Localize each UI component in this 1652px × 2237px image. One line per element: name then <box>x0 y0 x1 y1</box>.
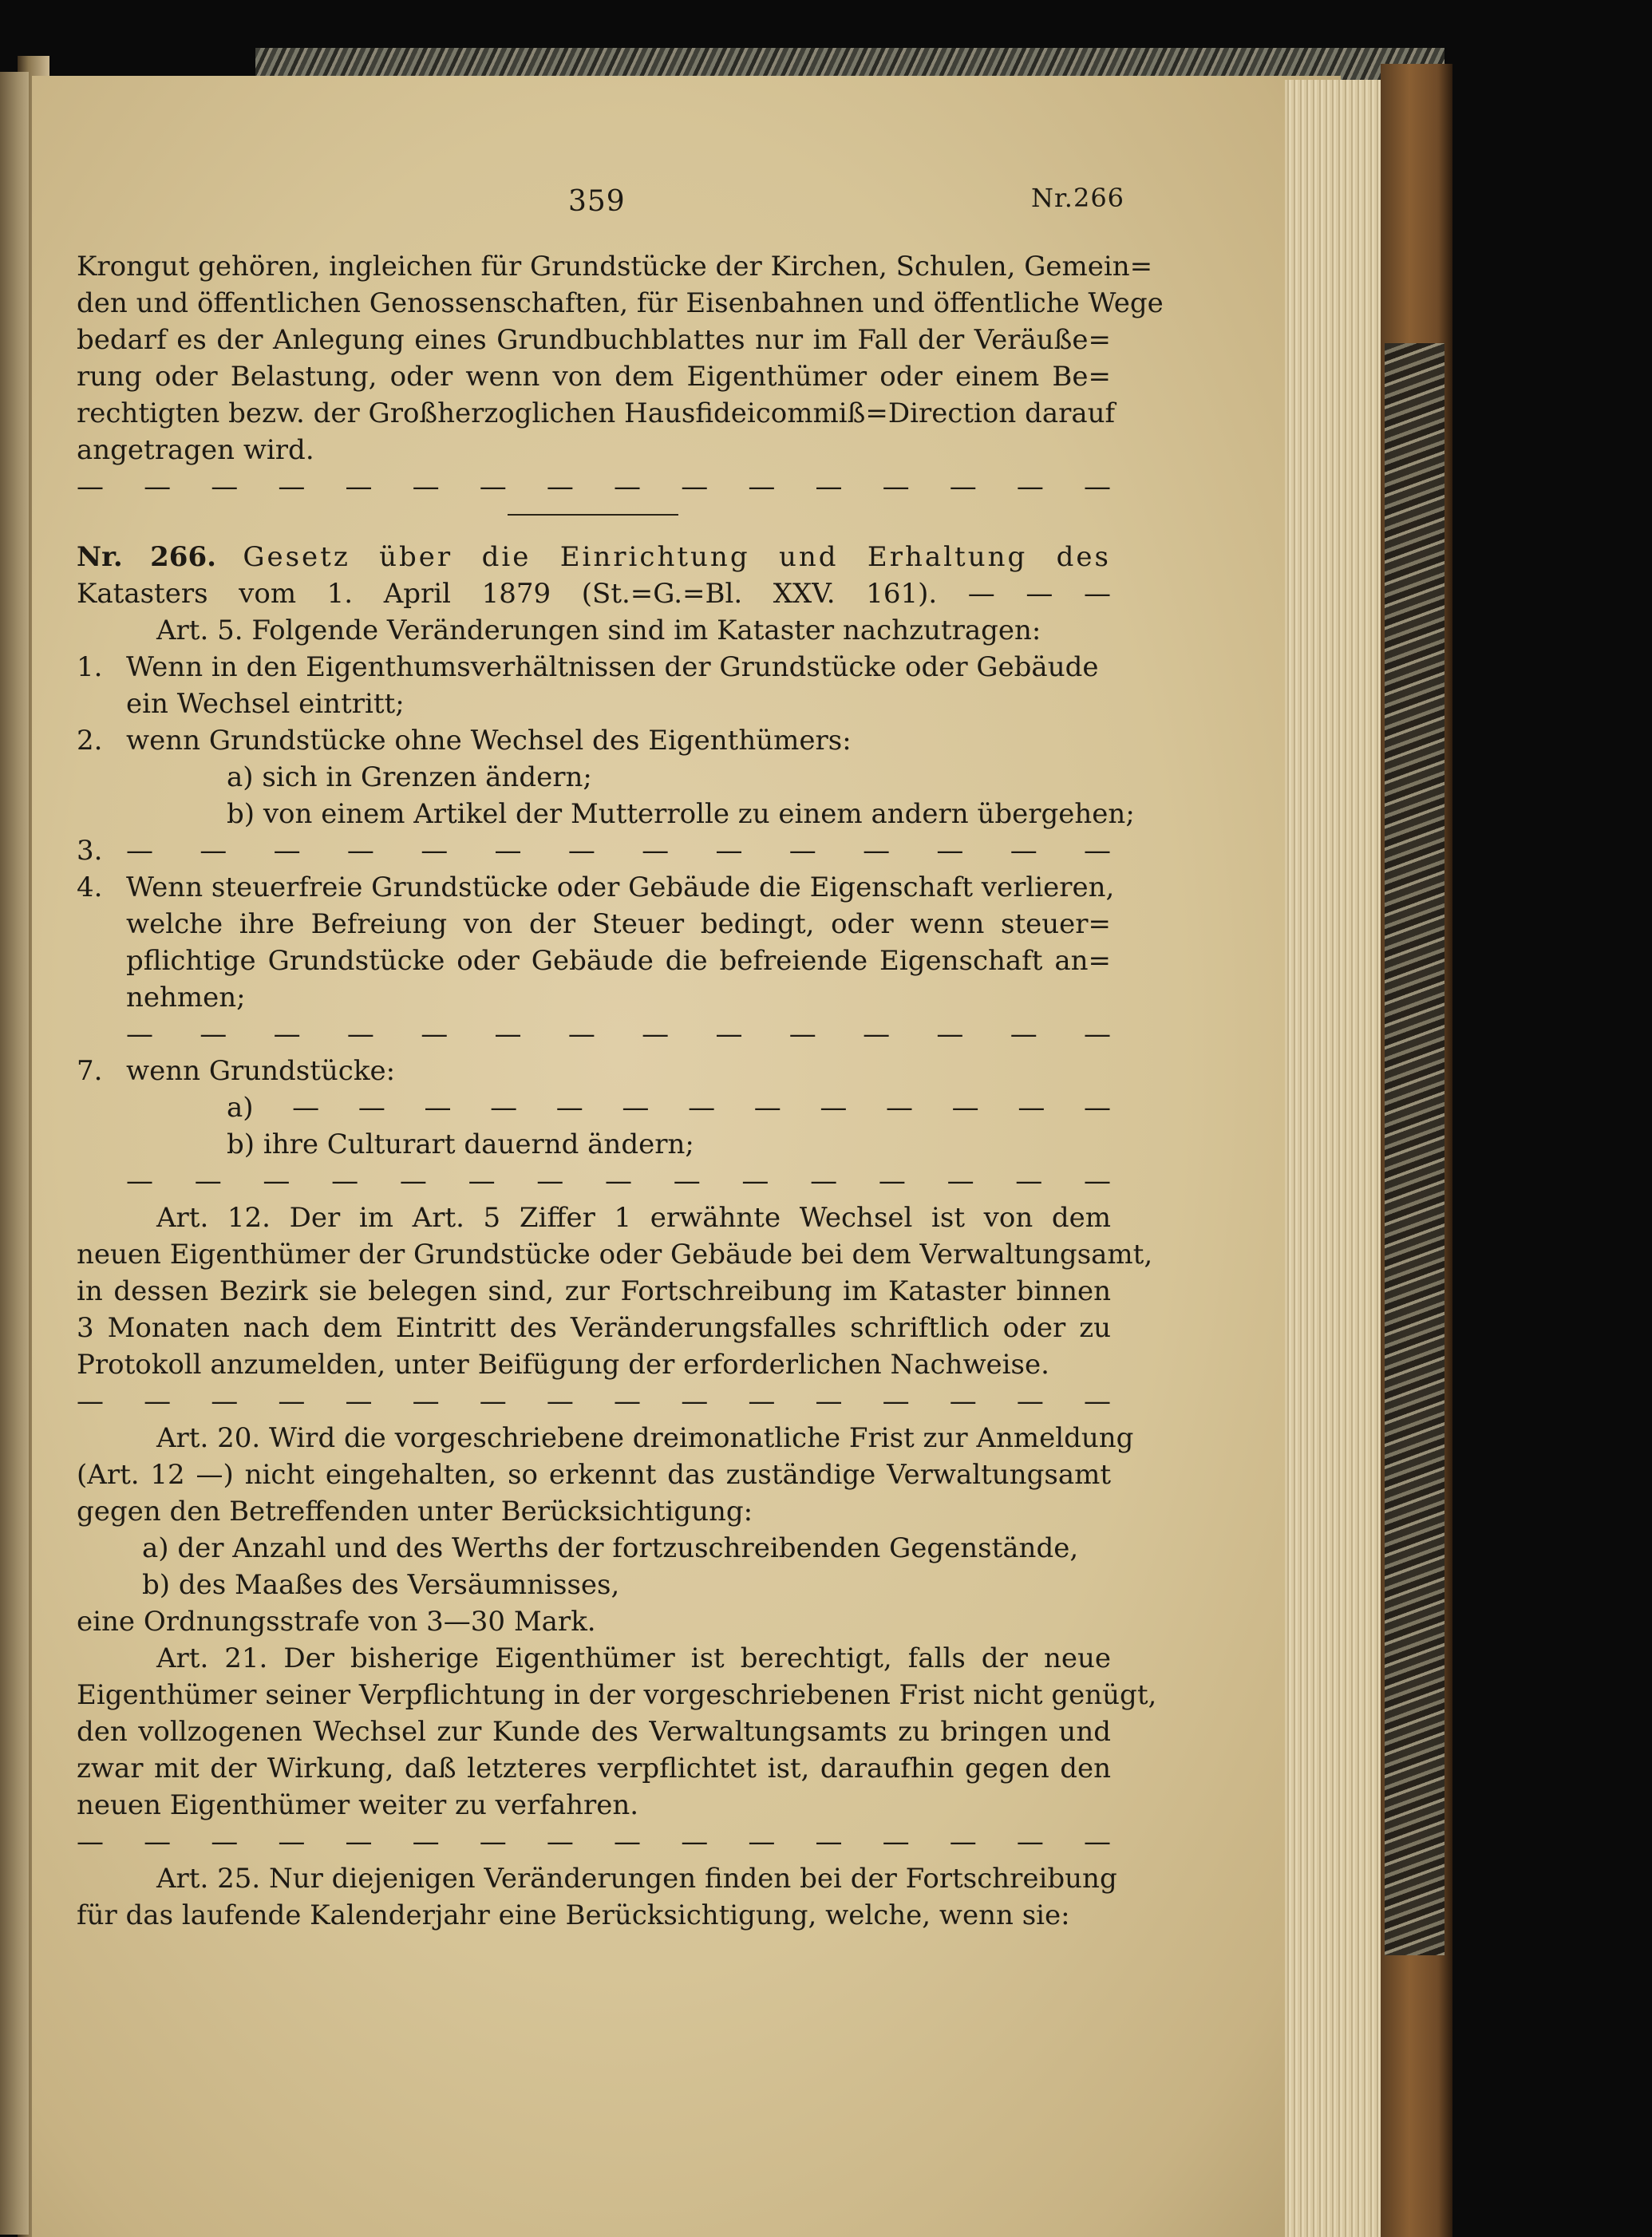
section-heading <box>77 539 1111 576</box>
item-text: wenn Grundstücke ohne Wechsel des Eigenthümers: <box>126 725 852 757</box>
text-line: angetragen wird. <box>77 434 314 466</box>
list-item <box>77 650 1111 686</box>
art12-line: neuen Eigenthümer der Grundstücke oder Gebäude bei dem Verwaltungsamt, <box>77 1239 1153 1271</box>
art20-line: eine Ordnungsstrafe von 3—30 Mark. <box>77 1606 596 1638</box>
page-text <box>77 0 1164 2237</box>
list-item: b) ihre Culturart dauernd ändern; <box>227 1128 694 1160</box>
dash-separator: — — — — — — — — — — — — — — — <box>126 1165 1111 1197</box>
list-item: a) — — — — — — — — — — — — — <box>227 1092 1111 1124</box>
list-item: welche ihre Befreiung von der Steuer bedingt, oder wenn steuer= <box>126 908 1111 940</box>
item-number: 7. <box>77 1055 103 1087</box>
page-number: 359 <box>568 185 626 218</box>
art20-line: a) der Anzahl und des Werths der fortzuschreibenden Gegenstände, <box>142 1532 1079 1564</box>
list-item: ein Wechsel eintritt; <box>126 688 405 720</box>
list-item <box>77 1053 1111 1090</box>
running-head: Nr.266 <box>1031 183 1125 213</box>
art21-line: zwar mit der Wirkung, daß letzteres verpflichtet ist, daraufhin gegen den <box>77 1753 1111 1784</box>
list-item <box>77 833 1111 870</box>
section-title: Gesetz über die Einrichtung und Erhaltung des <box>243 541 1111 573</box>
item-number: 1. <box>77 651 103 683</box>
list-item: pflichtige Grundstücke oder Gebäude die befreiende Eigenschaft an= <box>126 945 1111 977</box>
dash-separator: — — — — — — — — — — — — — — <box>126 1018 1111 1050</box>
art21-line: Art. 21. Der bisherige Eigenthümer ist berechtigt, falls der neue <box>156 1642 1111 1674</box>
art12-line: in dessen Bezirk sie belegen sind, zur Fortschreibung im Kataster binnen <box>77 1275 1111 1307</box>
art21-line: den vollzogenen Wechsel zur Kunde des Verwaltungsamts zu bringen und <box>77 1716 1111 1748</box>
left-page-edge <box>0 72 29 2235</box>
text-line: rung oder Belastung, oder wenn von dem Eigenthümer oder einem Be= <box>77 361 1111 393</box>
item-text: Wenn in den Eigenthumsverhältnissen der Grundstücke oder Gebäude <box>126 651 1099 683</box>
art21-line: Eigenthümer seiner Verpflichtung in der vorgeschriebenen Frist nicht genügt, <box>77 1679 1157 1711</box>
item-text: — — — — — — — — — — — — — — <box>126 835 1111 867</box>
art25-line: für das laufende Kalenderjahr eine Berücksichtigung, welche, wenn sie: <box>77 1899 1070 1931</box>
text-line: bedarf es der Anlegung eines Grundbuchblattes nur im Fall der Veräuße= <box>77 324 1111 356</box>
item-number: 2. <box>77 725 103 757</box>
list-item: a) sich in Grenzen ändern; <box>227 761 592 793</box>
list-item <box>77 723 1111 760</box>
text-line: den und öffentlichen Genossenschaften, für Eisenbahnen und öffentliche Wege <box>77 287 1164 319</box>
item-number: 4. <box>77 871 103 903</box>
art12-line: Art. 12. Der im Art. 5 Ziffer 1 erwähnte Wechsel ist von dem <box>156 1202 1111 1234</box>
item-number: 3. <box>77 835 103 867</box>
dash-separator: — — — — — — — — — — — — — — — — <box>77 1385 1111 1417</box>
item-text: Wenn steuerfreie Grundstücke oder Gebäude die Eigenschaft verlieren, <box>126 871 1115 903</box>
art25-line: Art. 25. Nur diejenigen Veränderungen finden bei der Fortschreibung <box>156 1863 1117 1895</box>
list-item: nehmen; <box>126 982 246 1014</box>
page-stack-edge <box>1285 80 1381 2237</box>
art20-line: gegen den Betreffenden unter Berücksichtigung: <box>77 1496 753 1528</box>
list-item: b) von einem Artikel der Mutterrolle zu einem andern übergehen; <box>227 798 1135 830</box>
art20-line: (Art. 12 —) nicht eingehalten, so erkennt das zuständige Verwaltungsamt <box>77 1459 1111 1491</box>
item-text: wenn Grundstücke: <box>126 1055 396 1087</box>
section-title-line2: Katasters vom 1. April 1879 (St.=G.=Bl. XXV. 161). — — — <box>77 578 1111 610</box>
art21-line: neuen Eigenthümer weiter zu verfahren. <box>77 1789 639 1821</box>
list-item <box>77 870 1115 907</box>
section-number: Nr. 266. <box>77 541 216 573</box>
text-line: rechtigten bezw. der Großherzoglichen Hausfideicommiß=Direction darauf <box>77 397 1116 429</box>
marbled-side-edge <box>1385 343 1445 1955</box>
art12-line: 3 Monaten nach dem Eintritt des Veränderungsfalles schriftlich oder zu <box>77 1312 1111 1344</box>
art20-line: b) des Maaßes des Versäumnisses, <box>142 1569 620 1601</box>
dash-separator: — — — — — — — — — — — — — — — — <box>77 1826 1111 1858</box>
art12-line: Protokoll anzumelden, unter Beifügung der erforderlichen Nachweise. <box>77 1349 1049 1381</box>
text-line: Krongut gehören, ingleichen für Grundstücke der Kirchen, Schulen, Gemein= <box>77 251 1153 283</box>
dash-separator: — — — — — — — — — — — — — — — — <box>77 471 1111 503</box>
art20-line: Art. 20. Wird die vorgeschriebene dreimonatliche Frist zur Anmeldung <box>156 1422 1134 1454</box>
art5-intro: Art. 5. Folgende Veränderungen sind im Kataster nachzutragen: <box>156 615 1041 646</box>
section-rule <box>508 514 678 516</box>
